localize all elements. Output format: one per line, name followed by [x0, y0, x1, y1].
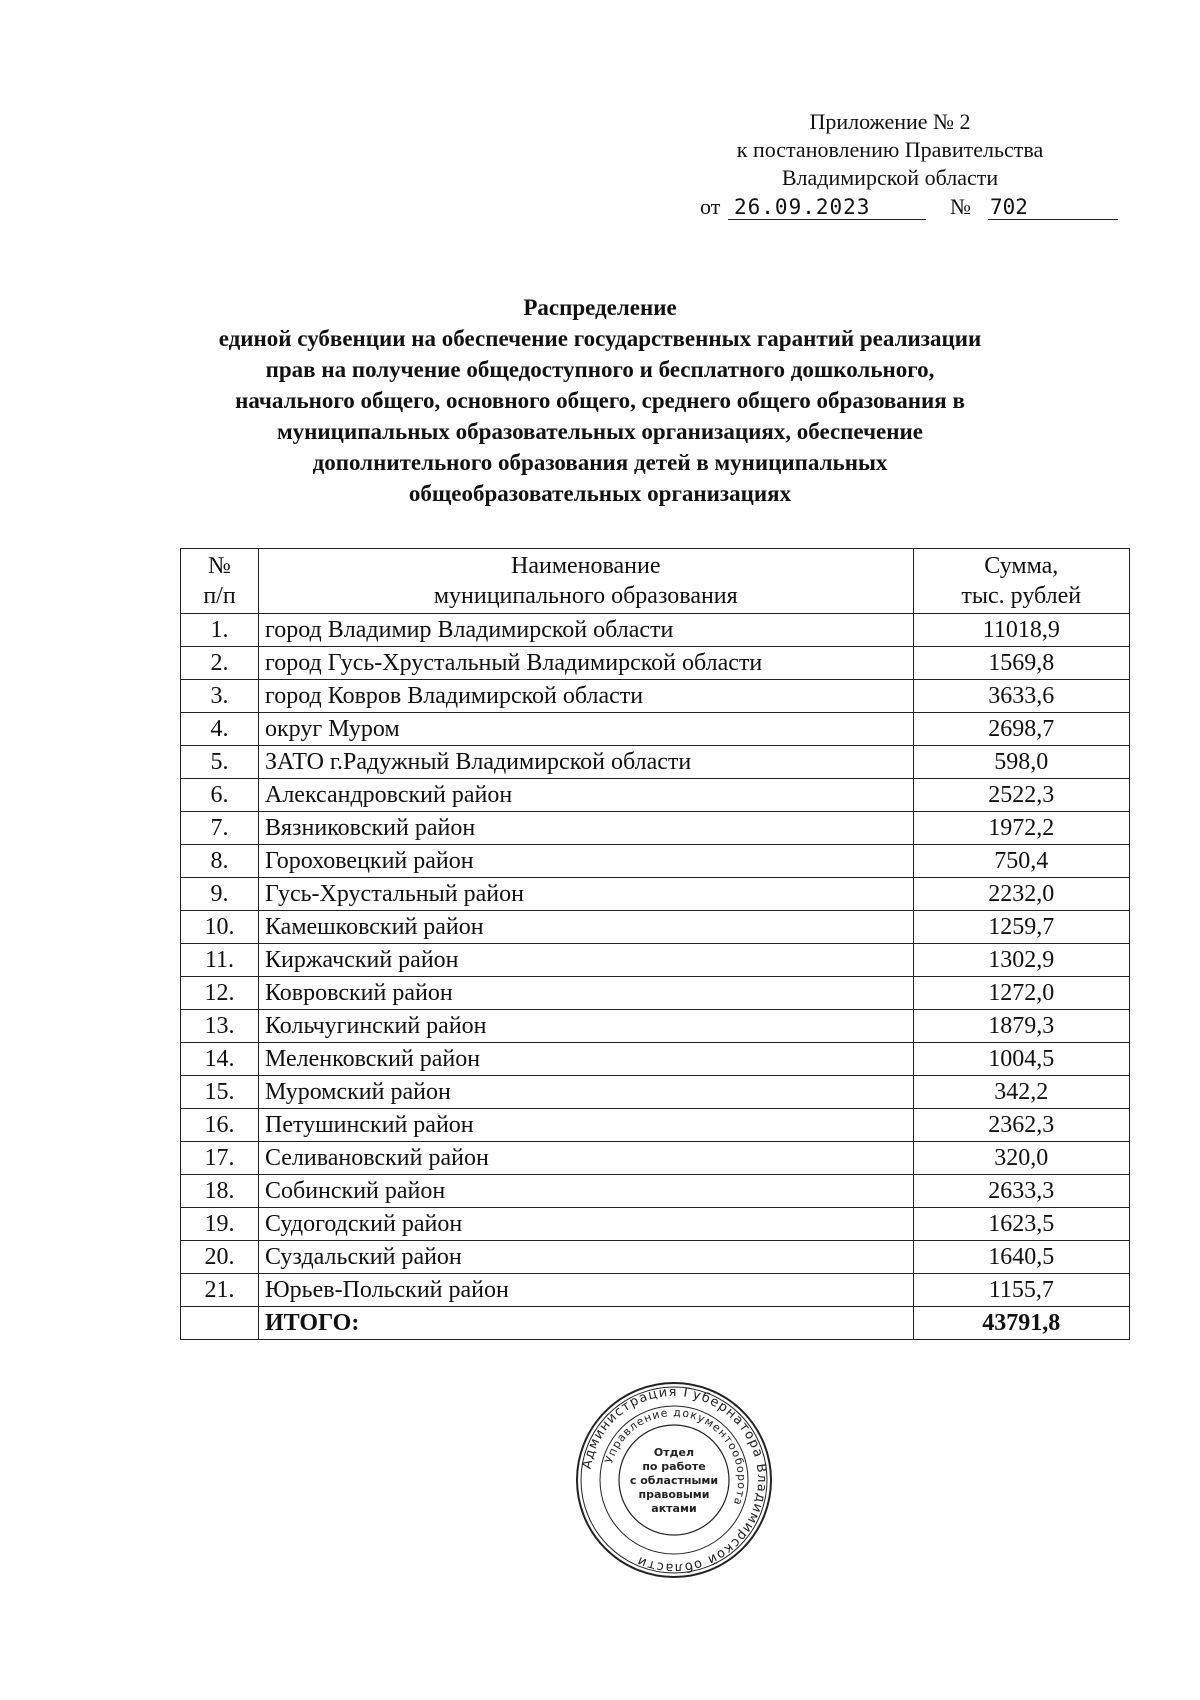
title-line: общеобразовательных организациях [408, 481, 792, 506]
seal-graphic [574, 1380, 774, 1580]
row-municipality: Гусь-Хрустальный район [258, 878, 913, 911]
seal-center-line: актами [651, 1502, 697, 1515]
row-sum: 750,4 [913, 845, 1129, 878]
table-row [181, 779, 1130, 812]
row-sum: 2362,3 [913, 1109, 1129, 1142]
row-municipality: Меленковский район [258, 1043, 913, 1076]
total-num-cell [181, 1307, 259, 1340]
row-number: 11. [181, 944, 259, 977]
title-line: муниципальных образовательных организациях, обеспечение [277, 419, 923, 444]
table-row [181, 647, 1130, 680]
table-row [181, 1241, 1130, 1274]
row-sum: 11018,9 [913, 614, 1129, 647]
annex-region: Владимирской области [781, 165, 999, 190]
seal-center-line: с областными [629, 1474, 719, 1487]
row-number: 15. [181, 1076, 259, 1109]
row-number: 10. [181, 911, 259, 944]
table-row [181, 713, 1130, 746]
distribution-table [180, 548, 1130, 1340]
header-num: № п/п [181, 549, 259, 614]
table-header-row [181, 549, 1130, 614]
row-sum: 1302,9 [913, 944, 1129, 977]
total-row [181, 1307, 1130, 1340]
row-number: 4. [181, 713, 259, 746]
row-sum: 1004,5 [913, 1043, 1129, 1076]
seal-center-line: правовыми [638, 1488, 710, 1501]
row-number: 19. [181, 1208, 259, 1241]
row-municipality: Ковровский район [258, 977, 913, 1010]
row-municipality: Селивановский район [258, 1142, 913, 1175]
table-row [181, 746, 1130, 779]
table-row [181, 878, 1130, 911]
row-number: 21. [181, 1274, 259, 1307]
row-municipality: Юрьев-Польский район [258, 1274, 913, 1307]
table-row [181, 1043, 1130, 1076]
annex-header [700, 108, 1080, 192]
table-row [181, 911, 1130, 944]
row-sum: 320,0 [913, 1142, 1129, 1175]
table-row [181, 944, 1130, 977]
row-sum: 1879,3 [913, 1010, 1129, 1043]
svg-text:Управление документооборота: Управление документооборота [602, 1405, 749, 1508]
row-sum: 598,0 [913, 746, 1129, 779]
row-sum: 2633,3 [913, 1175, 1129, 1208]
table-row [181, 1208, 1130, 1241]
table-row [181, 614, 1130, 647]
header-name: Наименование муниципального образования [258, 549, 913, 614]
row-number: 17. [181, 1142, 259, 1175]
date-label: от [700, 194, 721, 219]
row-number: 16. [181, 1109, 259, 1142]
row-municipality: Петушинский район [258, 1109, 913, 1142]
row-sum: 1640,5 [913, 1241, 1129, 1274]
number-value: 702 [990, 195, 1028, 219]
document-title [150, 292, 1050, 509]
row-sum: 1272,0 [913, 977, 1129, 1010]
title-line: прав на получение общедоступного и бесплатного дошкольного, [265, 357, 935, 382]
row-municipality: Вязниковский район [258, 812, 913, 845]
number-label: № [950, 194, 971, 219]
row-sum: 1259,7 [913, 911, 1129, 944]
row-number: 1. [181, 614, 259, 647]
svg-text:Администрация Губернатора Влад: Администрация Губернатора Владимирской области [579, 1384, 770, 1576]
table-row [181, 680, 1130, 713]
total-sum: 43791,8 [913, 1307, 1129, 1340]
row-number: 5. [181, 746, 259, 779]
table-row [181, 1076, 1130, 1109]
row-sum: 2232,0 [913, 878, 1129, 911]
official-seal [574, 1380, 774, 1580]
table-row [181, 812, 1130, 845]
row-sum: 342,2 [913, 1076, 1129, 1109]
date-underline [728, 193, 926, 220]
row-number: 14. [181, 1043, 259, 1076]
header-sum: Сумма, тыс. рублей [913, 549, 1129, 614]
title-line: дополнительного образования детей в муниципальных [312, 450, 888, 475]
seal-center-line: Отдел [653, 1446, 695, 1459]
row-municipality: город Гусь-Хрустальный Владимирской области [258, 647, 913, 680]
row-number: 2. [181, 647, 259, 680]
row-number: 3. [181, 680, 259, 713]
row-number: 18. [181, 1175, 259, 1208]
row-sum: 1972,2 [913, 812, 1129, 845]
row-sum: 1155,7 [913, 1274, 1129, 1307]
table-row [181, 845, 1130, 878]
table-row [181, 1109, 1130, 1142]
row-number: 7. [181, 812, 259, 845]
table-row [181, 1274, 1130, 1307]
annex-title: Приложение № 2 [809, 109, 971, 134]
table-row [181, 1010, 1130, 1043]
title-heading: Распределение [523, 295, 677, 320]
number-underline [988, 193, 1118, 220]
row-municipality: округ Муром [258, 713, 913, 746]
table-row [181, 1142, 1130, 1175]
row-municipality: город Ковров Владимирской области [258, 680, 913, 713]
row-number: 8. [181, 845, 259, 878]
row-number: 13. [181, 1010, 259, 1043]
table-row [181, 977, 1130, 1010]
row-municipality: ЗАТО г.Радужный Владимирской области [258, 746, 913, 779]
row-sum: 1623,5 [913, 1208, 1129, 1241]
row-number: 12. [181, 977, 259, 1010]
row-municipality: Гороховецкий район [258, 845, 913, 878]
row-number: 9. [181, 878, 259, 911]
row-sum: 3633,6 [913, 680, 1129, 713]
row-municipality: Кольчугинский район [258, 1010, 913, 1043]
title-line: единой субвенции на обеспечение государственных гарантий реализации [218, 326, 982, 351]
row-municipality: Муромский район [258, 1076, 913, 1109]
title-line: начального общего, основного общего, среднего общего образования в [235, 388, 965, 413]
row-sum: 2522,3 [913, 779, 1129, 812]
table-row [181, 1175, 1130, 1208]
date-value: 26.09.2023 [734, 195, 871, 219]
annex-subtitle: к постановлению Правительства [736, 137, 1044, 162]
total-label: ИТОГО: [258, 1307, 913, 1340]
row-municipality: Камешковский район [258, 911, 913, 944]
row-sum: 2698,7 [913, 713, 1129, 746]
seal-center-line: по работе [642, 1460, 706, 1473]
row-number: 20. [181, 1241, 259, 1274]
row-sum: 1569,8 [913, 647, 1129, 680]
row-municipality: Судогодский район [258, 1208, 913, 1241]
row-municipality: Александровский район [258, 779, 913, 812]
row-municipality: город Владимир Владимирской области [258, 614, 913, 647]
row-municipality: Собинский район [258, 1175, 913, 1208]
row-municipality: Суздальский район [258, 1241, 913, 1274]
row-number: 6. [181, 779, 259, 812]
row-municipality: Киржачский район [258, 944, 913, 977]
